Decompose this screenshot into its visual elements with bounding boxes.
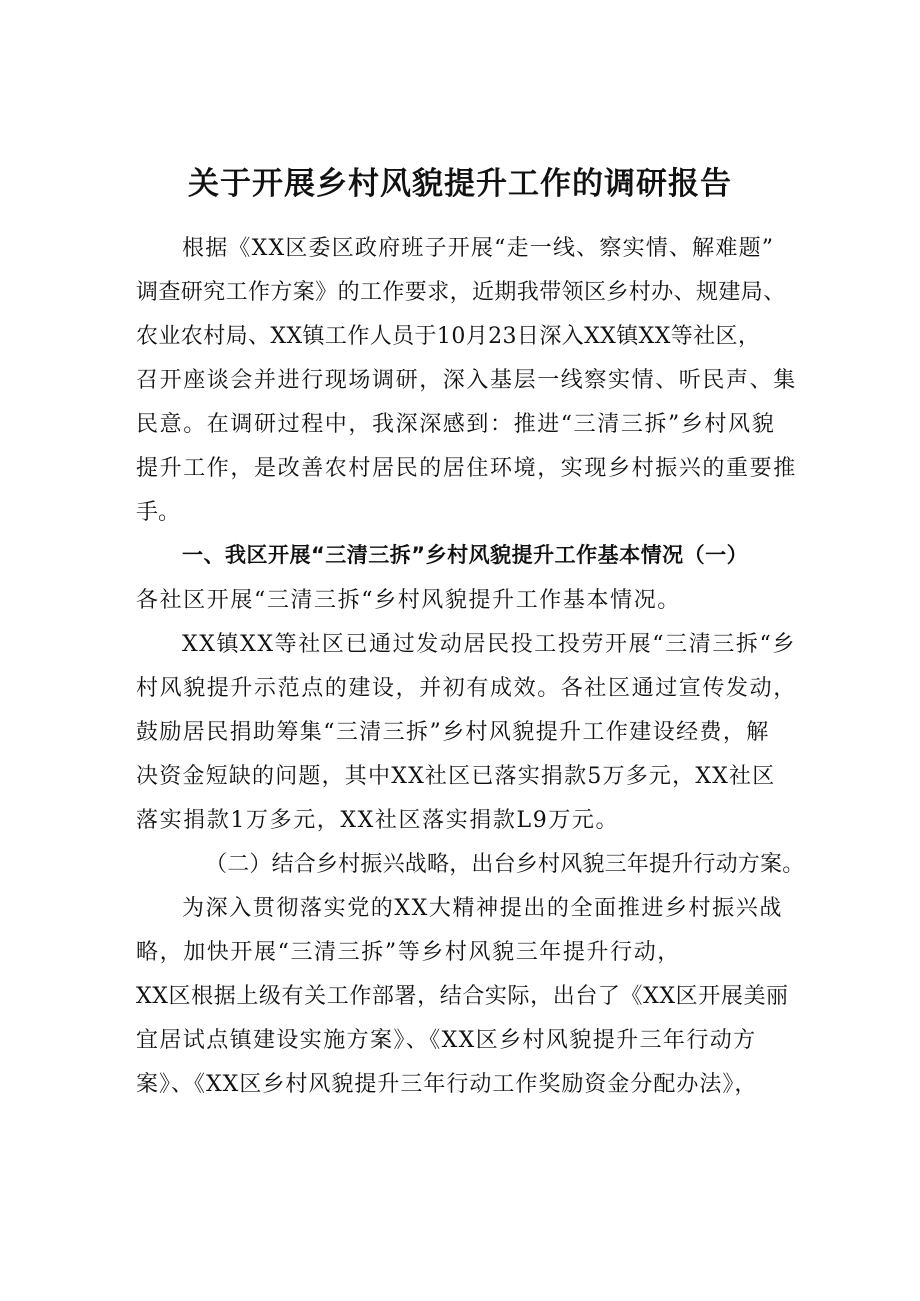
body-line-1: 根据《XX区委区政府班子开展“走一线、察实情、解难题”	[182, 236, 775, 261]
body-line-10: XX镇XX等社区已通过发动居民投工投劳开展“三清三拆“乡	[182, 632, 796, 657]
body-line-12: 鼓励居民捐助筹集“三清三拆”乡村风貌提升工作建设经费，解	[136, 720, 770, 745]
body-line-6: 提升工作，是改善农村居民的居住环境，实现乡村振兴的重要推	[136, 456, 797, 481]
body-line-11: 村风貌提升示范点的建设，并初有成效。各社区通过宣传发动，	[136, 676, 797, 701]
body-line-7: 手。	[136, 500, 181, 525]
body-line-9: 各社区开展“三清三拆“乡村风貌提升工作基本情况。	[136, 588, 681, 613]
body-line-4: 召开座谈会并进行现场调研，深入基层一线察实情、听民声、集	[136, 368, 797, 393]
body-line-19: 宜居试点镇建设实施方案》、《XX区乡村风貌提升三年行动方	[136, 1028, 757, 1053]
body-line-3: 农业农村局、XX镇工作人员于10月23日深入XX镇XX等社区，	[136, 324, 761, 349]
body-line-20: 案》、《XX区乡村风貌提升三年行动工作奖励资金分配办法》，	[136, 1072, 758, 1097]
body-line-17: 略，加快开展“三清三拆”等乡村风貌三年提升行动，	[136, 940, 681, 965]
subsection-heading-2: （二）结合乡村振兴战略，出台乡村风貌三年提升行动方案。	[205, 852, 805, 877]
body-line-5: 民意。在调研过程中，我深深感到：推进“三清三拆”乡村风貌	[136, 412, 776, 437]
section-heading-1: 一、我区开展“三清三拆”乡村风貌提升工作基本情况（一）	[182, 543, 749, 567]
document-title: 关于开展乡村风貌提升工作的调研报告	[188, 166, 732, 202]
body-line-14: 落实捐款1万多元，XX社区落实捐款L9万元。	[136, 808, 620, 833]
body-line-18: XX区根据上级有关工作部署，结合实际，出台了《XX区开展美丽	[136, 984, 789, 1009]
body-line-2: 调查研究工作方案》的工作要求，近期我带领区乡村办、规建局、	[136, 280, 786, 305]
body-line-13: 决资金短缺的问题，其中XX社区已落实捐款5万多元，XX社区	[136, 764, 776, 789]
body-line-16: 为深入贯彻落实党的XX大精神提出的全面推进乡村振兴战	[182, 896, 783, 921]
